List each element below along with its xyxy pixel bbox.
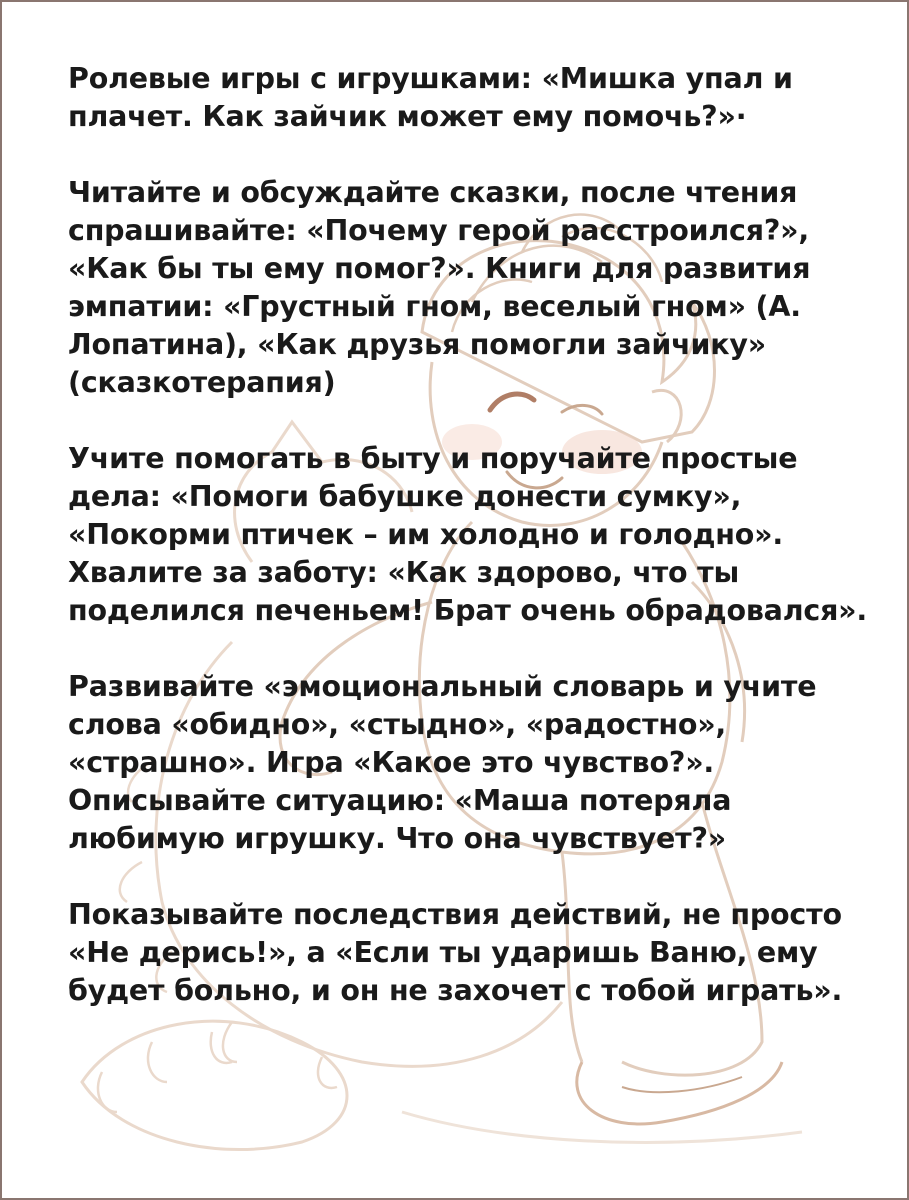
text-line: будет больно, и он не захочет с тобой играть». — [68, 974, 843, 1007]
text-line: плачет. Как зайчик может ему помочь?»· — [68, 100, 747, 133]
text-line: спрашивайте: «Почему герой расстроился?», — [68, 214, 810, 247]
text-line: «Как бы ты ему помог?». Книги для развития — [68, 252, 811, 285]
paragraph-helping — [68, 440, 868, 630]
paragraph-fairy-tales — [68, 174, 868, 402]
text-line: слова «обидно», «стыдно», «радостно», — [68, 708, 727, 741]
text-line: Учите помогать в быту и поручайте простые — [68, 442, 798, 475]
text-line: «страшно». Игра «Какое это чувство?». — [68, 746, 715, 779]
text-line: Описывайте ситуацию: «Маша потеряла — [68, 784, 732, 817]
text-line: любимую игрушку. Что она чувствует?» — [68, 822, 726, 855]
shoe-detail — [622, 1077, 742, 1092]
text-line: Ролевые игры с игрушками: «Мишка упал и — [68, 62, 793, 95]
text-line: «Не дерись!», а «Если ты ударишь Ваню, ему — [68, 936, 818, 969]
paragraph-emotional-vocabulary — [68, 668, 868, 858]
paragraph-role-play — [68, 60, 868, 136]
text-line: дела: «Помоги бабушке донести сумку», — [68, 480, 742, 513]
text-line: Лопатина), «Как друзья помогли зайчику» — [68, 328, 766, 361]
text-line: эмпатии: «Грустный гном, веселый гном» (А. — [68, 290, 801, 323]
text-line: Читайте и обсуждайте сказки, после чтения — [68, 176, 798, 209]
shoe-sketch — [577, 1062, 782, 1124]
article-body — [68, 60, 868, 1048]
text-line: Показывайте последствия действий, не просто — [68, 898, 842, 931]
text-line: «Покорми птичек – им холодно и голодно». — [68, 518, 784, 551]
text-line: Развивайте «эмоциональный словарь и учите — [68, 670, 817, 703]
text-line: Хвалите за заботу: «Как здорово, что ты — [68, 556, 740, 589]
text-line: (сказкотерапия) — [68, 366, 336, 399]
paragraph-consequences — [68, 896, 868, 1010]
text-line: поделился печеньем! Брат очень обрадовался». — [68, 594, 868, 627]
